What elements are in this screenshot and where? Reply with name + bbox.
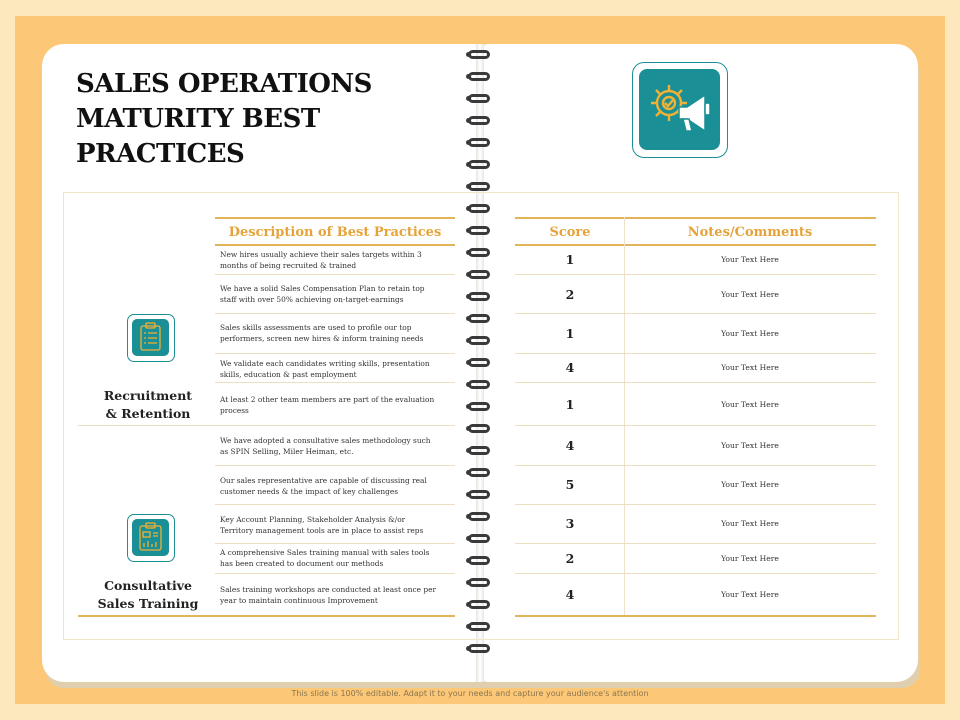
row-note[interactable]: Your Text Here xyxy=(721,255,779,264)
category-icon-frame xyxy=(127,314,175,362)
row-score: 1 xyxy=(565,252,575,267)
binding-ring-icon xyxy=(466,292,492,302)
row-description xyxy=(220,358,452,380)
binding-ring-icon xyxy=(466,468,492,478)
description-line: Sales training workshops are conducted at least once per xyxy=(220,585,437,594)
row-description xyxy=(220,475,452,497)
description-line: Territory management tools are in place to assist reps xyxy=(220,526,424,535)
description-line: staff with over 50% achieving on-target-earnings xyxy=(220,295,404,304)
binding-ring-icon xyxy=(466,226,492,236)
row-separator xyxy=(215,504,455,505)
binding-ring-icon xyxy=(466,644,492,654)
binding-ring-icon xyxy=(466,50,492,60)
spiral-binding xyxy=(466,50,496,670)
binding-ring-icon xyxy=(466,270,492,280)
description-line: New hires usually achieve their sales targets within 3 xyxy=(220,250,422,259)
row-separator xyxy=(515,543,876,544)
row-separator xyxy=(215,543,455,544)
row-separator xyxy=(515,573,876,574)
binding-ring-icon xyxy=(466,490,492,500)
binding-ring-icon xyxy=(466,116,492,126)
description-line: Sales skills assessments are used to profile our top xyxy=(220,323,412,332)
category-label-line: Sales Training xyxy=(97,596,199,611)
description-line: skills, education & past employment xyxy=(220,370,357,379)
description-line: We validate each candidates writing skills, presentation xyxy=(220,359,430,368)
description-line: Key Account Planning, Stakeholder Analysis &/or xyxy=(220,515,406,524)
row-description xyxy=(220,584,452,606)
description-line: We have a solid Sales Compensation Plan to retain top xyxy=(220,284,425,293)
header-top-rule-left xyxy=(215,217,455,219)
column-header-notes: Notes/Comments xyxy=(687,225,813,240)
description-line: customer needs & the impact of key challenges xyxy=(220,487,399,496)
binding-ring-icon xyxy=(466,204,492,214)
binding-ring-icon xyxy=(466,248,492,258)
description-line: process xyxy=(220,406,249,415)
description-line: Our sales representative are capable of discussing real xyxy=(220,476,427,485)
row-separator xyxy=(215,382,455,383)
row-note[interactable]: Your Text Here xyxy=(721,590,779,599)
binding-ring-icon xyxy=(466,380,492,390)
row-note[interactable]: Your Text Here xyxy=(721,480,779,489)
binding-ring-icon xyxy=(466,358,492,368)
row-note[interactable]: Your Text Here xyxy=(721,554,779,563)
category-label-recruitment xyxy=(83,387,213,423)
row-separator xyxy=(215,425,455,426)
description-line: year to maintain continuous Improvement xyxy=(220,596,378,605)
row-separator xyxy=(215,313,455,314)
row-separator xyxy=(215,573,455,574)
row-separator xyxy=(215,274,455,275)
binding-ring-icon xyxy=(466,446,492,456)
row-note[interactable]: Your Text Here xyxy=(721,290,779,299)
table-bottom-rule xyxy=(78,615,455,617)
category-icon-frame xyxy=(127,514,175,562)
table-bottom-rule xyxy=(515,615,876,617)
description-line: performers, screen new hires & inform training needs xyxy=(220,334,424,343)
footer-caption: This slide is 100% editable. Adapt it to your needs and capture your audience's attention xyxy=(291,689,649,698)
binding-ring-icon xyxy=(466,94,492,104)
binding-ring-icon xyxy=(466,160,492,170)
binding-ring-icon xyxy=(466,622,492,632)
column-header-description: Description of Best Practices xyxy=(228,225,442,240)
binding-ring-icon xyxy=(466,138,492,148)
description-line: We have adopted a consultative sales methodology such xyxy=(220,436,431,445)
binding-ring-icon xyxy=(466,578,492,588)
description-line: At least 2 other team members are part of the evaluation xyxy=(220,395,435,404)
row-score: 4 xyxy=(565,438,575,453)
category-label-training xyxy=(83,577,213,613)
clipboard-chart-icon xyxy=(132,519,169,556)
row-score: 2 xyxy=(565,551,575,566)
row-separator xyxy=(515,465,876,466)
binding-ring-icon xyxy=(466,336,492,346)
binding-ring-icon xyxy=(466,314,492,324)
category-divider xyxy=(78,425,215,426)
row-separator xyxy=(215,353,455,354)
row-score: 5 xyxy=(565,477,575,492)
gear-megaphone-icon xyxy=(639,69,720,150)
row-description xyxy=(220,283,452,305)
description-line: A comprehensive Sales training manual with sales tools xyxy=(220,548,430,557)
binding-ring-icon xyxy=(466,600,492,610)
clipboard-checklist-icon xyxy=(132,319,169,356)
row-separator xyxy=(515,313,876,314)
category-label-line: Recruitment xyxy=(103,388,193,403)
row-score: 1 xyxy=(565,326,575,341)
row-description xyxy=(220,435,452,457)
row-score: 1 xyxy=(565,397,575,412)
binding-ring-icon xyxy=(466,424,492,434)
row-score: 4 xyxy=(565,587,575,602)
header-bottom-rule-right xyxy=(515,244,876,246)
row-separator xyxy=(515,274,876,275)
row-score: 2 xyxy=(565,287,575,302)
row-score: 3 xyxy=(565,516,575,531)
category-label-line: Consultative xyxy=(104,578,192,593)
row-separator xyxy=(515,382,876,383)
row-note[interactable]: Your Text Here xyxy=(721,363,779,372)
row-separator xyxy=(215,465,455,466)
page-title: SALES OPERATIONS MATURITY BEST PRACTICES xyxy=(76,69,372,169)
row-note[interactable]: Your Text Here xyxy=(721,400,779,409)
row-description xyxy=(220,547,452,569)
binding-ring-icon xyxy=(466,512,492,522)
binding-ring-icon xyxy=(466,72,492,82)
header-top-rule-right xyxy=(515,217,876,219)
row-description xyxy=(220,322,452,344)
row-separator xyxy=(515,353,876,354)
row-note[interactable]: Your Text Here xyxy=(721,441,779,450)
binding-ring-icon xyxy=(466,556,492,566)
row-separator xyxy=(515,504,876,505)
column-header-score: Score xyxy=(549,225,591,240)
category-label-line: & Retention xyxy=(105,406,191,421)
binding-ring-icon xyxy=(466,534,492,544)
binding-ring-icon xyxy=(466,182,492,192)
description-line: months of being recruited & trained xyxy=(220,261,357,270)
row-description xyxy=(220,249,452,271)
binding-ring-icon xyxy=(466,402,492,412)
row-note[interactable]: Your Text Here xyxy=(721,329,779,338)
description-line: has been created to document our methods xyxy=(220,559,384,568)
row-note[interactable]: Your Text Here xyxy=(721,519,779,528)
row-score: 4 xyxy=(565,360,575,375)
row-separator xyxy=(515,425,876,426)
row-description xyxy=(220,394,452,416)
header-bottom-rule-left xyxy=(215,244,455,246)
row-description xyxy=(220,514,452,536)
header-icon-frame xyxy=(632,62,728,158)
description-line: as SPIN Selling, Miler Heiman, etc. xyxy=(220,447,354,456)
